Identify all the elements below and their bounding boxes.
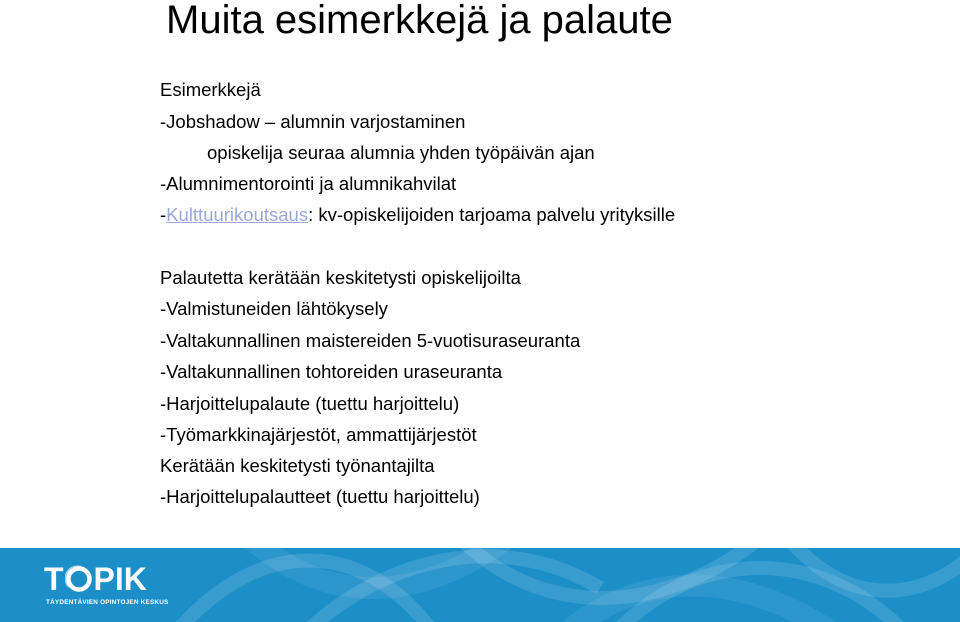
- section-heading-examples: Esimerkkejä: [160, 79, 261, 100]
- topik-logo: [44, 561, 147, 597]
- page-title: Muita esimerkkejä ja palaute: [166, 0, 673, 42]
- list-item: -Valmistuneiden lähtökysely: [160, 298, 388, 319]
- logo-o-icon: [65, 565, 93, 593]
- list-item: -Valtakunnallinen maistereiden 5-vuotisuraseuranta: [160, 330, 581, 351]
- footer-banner: [0, 548, 960, 622]
- logo-letter-t: T: [44, 561, 64, 597]
- list-item-text: : kv-opiskelijoiden tarjoama palvelu yrityksille: [308, 204, 676, 225]
- list-item-detail: opiskelija seuraa alumnia yhden työpäivän ajan: [207, 142, 595, 163]
- list-item-prefix: -: [160, 204, 167, 225]
- section-heading-employers: Kerätään keskitetysti työnantajilta: [160, 455, 435, 476]
- logo-subtitle: TÄYDENTÄVIEN OPINTOJEN KESKUS: [46, 599, 169, 606]
- list-item: -Harjoittelupalautteet (tuettu harjoittelu): [160, 486, 480, 507]
- section-heading-feedback: Palautetta kerätään keskitetysti opiskelijoilta: [160, 267, 521, 288]
- list-item: -Alumnimentorointi ja alumnikahvilat: [160, 173, 457, 194]
- list-item: -Jobshadow – alumnin varjostaminen: [160, 111, 466, 132]
- list-item: -Työmarkkinajärjestöt, ammattijärjestöt: [160, 424, 477, 445]
- list-item: [160, 204, 675, 226]
- list-item: -Valtakunnallinen tohtoreiden uraseuranta: [160, 361, 503, 382]
- kulttuurikoutsaus-link[interactable]: Kulttuurikoutsaus: [166, 204, 309, 225]
- list-item: -Harjoittelupalaute (tuettu harjoittelu): [160, 393, 460, 414]
- logo-letters-pik: PIK: [93, 561, 147, 597]
